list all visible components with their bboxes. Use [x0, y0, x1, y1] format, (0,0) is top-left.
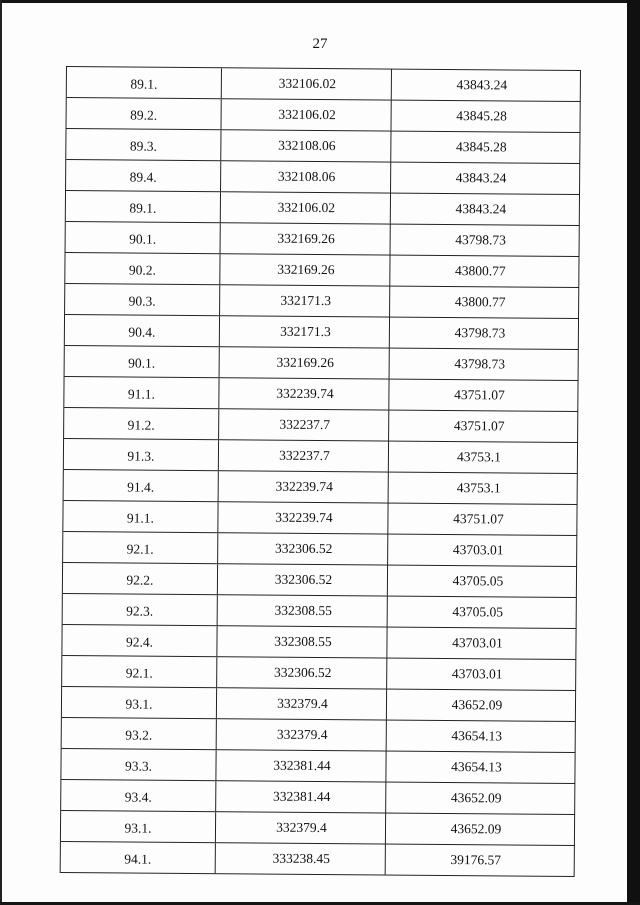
scan-border-top — [0, 0, 640, 3]
y-coordinate-cell: 43843.24 — [392, 70, 581, 101]
x-coordinate-cell: 332306.52 — [218, 533, 388, 564]
x-coordinate-cell: 332106.02 — [222, 68, 392, 99]
x-coordinate-cell: 332171.3 — [220, 316, 390, 347]
y-coordinate-cell: 43798.73 — [390, 349, 579, 380]
point-id-cell: 89.4. — [66, 160, 221, 191]
table-row — [65, 346, 579, 381]
point-id-cell: 89.1. — [66, 191, 221, 222]
point-id-cell: 90.4. — [65, 315, 220, 346]
point-id-cell: 94.1. — [61, 842, 216, 873]
x-coordinate-cell: 332106.02 — [222, 99, 392, 130]
table-row — [65, 315, 579, 350]
x-coordinate-cell: 332308.55 — [217, 626, 387, 657]
point-id-cell: 92.4. — [62, 625, 217, 656]
y-coordinate-cell: 43845.28 — [391, 132, 580, 163]
table-row — [62, 687, 576, 722]
table-row — [64, 470, 578, 505]
table-row — [62, 656, 576, 691]
point-id-cell: 91.4. — [64, 470, 219, 501]
y-coordinate-cell: 43652.09 — [387, 690, 576, 721]
scan-border-left — [0, 0, 2, 905]
table-row — [63, 501, 577, 536]
y-coordinate-cell: 43751.07 — [389, 411, 578, 442]
y-coordinate-cell: 43654.13 — [386, 752, 575, 783]
table-row — [63, 532, 577, 567]
table-row — [63, 563, 577, 598]
point-id-cell: 89.1. — [67, 67, 222, 98]
point-id-cell: 93.3. — [61, 749, 216, 780]
y-coordinate-cell: 43843.24 — [391, 163, 580, 194]
x-coordinate-cell: 332381.44 — [216, 781, 386, 812]
y-coordinate-cell: 43703.01 — [388, 535, 577, 566]
table-row — [63, 594, 577, 629]
x-coordinate-cell: 332379.4 — [216, 812, 386, 843]
page-number: 27 — [312, 36, 328, 52]
y-coordinate-cell: 43753.1 — [389, 442, 578, 473]
y-coordinate-cell: 39176.57 — [386, 845, 575, 876]
table-row — [62, 625, 576, 660]
y-coordinate-cell: 43800.77 — [390, 287, 579, 318]
point-id-cell: 90.1. — [65, 346, 220, 377]
y-coordinate-cell: 43652.09 — [386, 783, 575, 814]
x-coordinate-cell: 332306.52 — [218, 564, 388, 595]
table-row — [67, 67, 581, 102]
x-coordinate-cell: 332381.44 — [216, 750, 386, 781]
y-coordinate-cell: 43703.01 — [387, 659, 576, 690]
point-id-cell: 91.1. — [63, 501, 218, 532]
x-coordinate-cell: 332239.74 — [219, 471, 389, 502]
y-coordinate-cell: 43654.13 — [387, 721, 576, 752]
table-row — [65, 284, 579, 319]
y-coordinate-cell: 43703.01 — [387, 628, 576, 659]
x-coordinate-cell: 332308.55 — [218, 595, 388, 626]
y-coordinate-cell: 43800.77 — [390, 256, 579, 287]
x-coordinate-cell: 332169.26 — [220, 347, 390, 378]
x-coordinate-cell: 332239.74 — [218, 502, 388, 533]
x-coordinate-cell: 332171.3 — [220, 285, 390, 316]
y-coordinate-cell: 43753.1 — [389, 473, 578, 504]
point-id-cell: 92.2. — [63, 563, 218, 594]
point-id-cell: 91.3. — [64, 439, 219, 470]
y-coordinate-cell: 43652.09 — [386, 814, 575, 845]
point-id-cell: 93.2. — [62, 718, 217, 749]
table-row — [61, 842, 575, 877]
x-coordinate-cell: 332379.4 — [217, 688, 387, 719]
x-coordinate-cell: 332108.06 — [221, 130, 391, 161]
point-id-cell: 91.1. — [64, 377, 219, 408]
point-id-cell: 90.2. — [65, 253, 220, 284]
y-coordinate-cell: 43751.07 — [389, 380, 578, 411]
y-coordinate-cell: 43843.24 — [391, 194, 580, 225]
coordinates-table — [60, 66, 581, 877]
x-coordinate-cell: 332106.02 — [221, 192, 391, 223]
table-row — [67, 98, 581, 133]
table-row — [65, 253, 579, 288]
point-id-cell: 89.3. — [66, 129, 221, 160]
x-coordinate-cell: 332169.26 — [220, 254, 390, 285]
table-row — [61, 749, 575, 784]
point-id-cell: 91.2. — [64, 408, 219, 439]
point-id-cell: 93.4. — [61, 780, 216, 811]
x-coordinate-cell: 332306.52 — [217, 657, 387, 688]
y-coordinate-cell: 43705.05 — [388, 597, 577, 628]
x-coordinate-cell: 333238.45 — [216, 843, 386, 874]
point-id-cell: 92.3. — [63, 594, 218, 625]
y-coordinate-cell: 43798.73 — [391, 225, 580, 256]
table-row — [64, 408, 578, 443]
y-coordinate-cell: 43705.05 — [388, 566, 577, 597]
point-id-cell: 93.1. — [62, 687, 217, 718]
table-row — [66, 191, 580, 226]
x-coordinate-cell: 332237.7 — [219, 440, 389, 471]
table-row — [66, 129, 580, 164]
x-coordinate-cell: 332169.26 — [221, 223, 391, 254]
x-coordinate-cell: 332237.7 — [219, 409, 389, 440]
y-coordinate-cell: 43798.73 — [390, 318, 579, 349]
table-row — [64, 439, 578, 474]
table-row — [64, 377, 578, 412]
point-id-cell: 92.1. — [63, 532, 218, 563]
table-row — [62, 718, 576, 753]
point-id-cell: 93.1. — [61, 811, 216, 842]
x-coordinate-cell: 332108.06 — [221, 161, 391, 192]
point-id-cell: 92.1. — [62, 656, 217, 687]
table-row — [61, 780, 575, 815]
table-row — [61, 811, 575, 846]
scan-border-right — [627, 0, 640, 905]
point-id-cell: 90.1. — [66, 222, 221, 253]
point-id-cell: 89.2. — [67, 98, 222, 129]
y-coordinate-cell: 43845.28 — [392, 101, 581, 132]
x-coordinate-cell: 332239.74 — [219, 378, 389, 409]
x-coordinate-cell: 332379.4 — [217, 719, 387, 750]
table-row — [66, 160, 580, 195]
table-row — [66, 222, 580, 257]
point-id-cell: 90.3. — [65, 284, 220, 315]
y-coordinate-cell: 43751.07 — [388, 504, 577, 535]
